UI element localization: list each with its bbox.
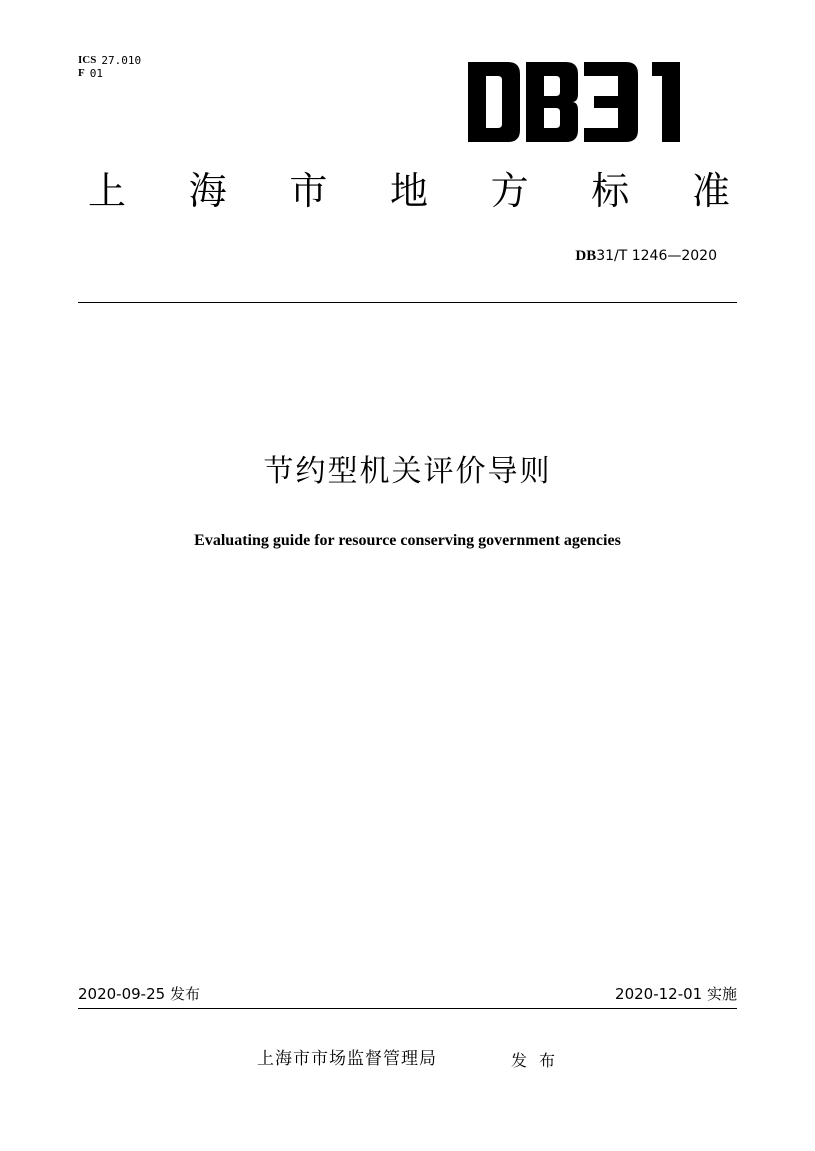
implementation-date: 2020-12-01 实施 bbox=[615, 985, 737, 1003]
classification-codes bbox=[78, 54, 141, 80]
header-char: 方 bbox=[490, 169, 529, 213]
issue-date: 2020-09-25 发布 bbox=[78, 985, 200, 1003]
ccs-code: 01 bbox=[89, 67, 103, 80]
header-divider bbox=[78, 302, 737, 303]
footer-divider bbox=[78, 1008, 737, 1009]
header-char: 市 bbox=[289, 169, 328, 213]
standard-number-prefix: DB bbox=[575, 248, 597, 264]
db31-logo bbox=[468, 62, 693, 142]
ccs-label: F bbox=[78, 67, 85, 79]
ccs-line bbox=[78, 67, 141, 80]
local-standard-header bbox=[88, 168, 730, 214]
header-char: 海 bbox=[188, 169, 227, 213]
publish-label: 发布 bbox=[511, 1051, 568, 1070]
header-char: 准 bbox=[691, 169, 730, 213]
ics-line bbox=[78, 54, 141, 67]
document-title: 节约型机关评价导则 bbox=[263, 454, 552, 489]
standard-number-rest: 31/T 1246—2020 bbox=[596, 248, 717, 264]
header-char: 地 bbox=[389, 169, 428, 213]
ics-code: 27.010 bbox=[101, 54, 142, 67]
header-char: 上 bbox=[88, 169, 127, 213]
standard-number bbox=[575, 247, 717, 265]
ics-label: ICS bbox=[78, 54, 97, 66]
header-char: 标 bbox=[591, 169, 630, 213]
document-title-english: Evaluating guide for resource conserving government agencies bbox=[194, 532, 621, 549]
publisher-name: 上海市市场监督管理局 bbox=[257, 1049, 437, 1069]
